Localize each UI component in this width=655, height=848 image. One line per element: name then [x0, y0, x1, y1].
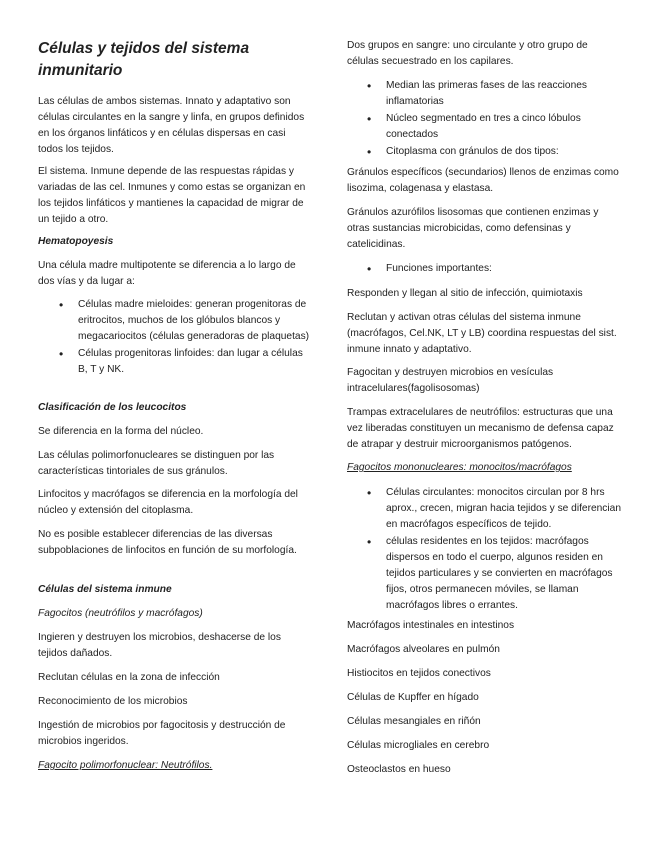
list-item: • Núcleo segmentado en tres a cinco lóbulos conectados: [386, 111, 622, 143]
subpopulations-paragraph: No es posible establecer diferencias de las diversas subpoblaciones de linfocitos en función de su morfología.: [38, 529, 297, 556]
lymphocytes-paragraph: Linfocitos y macrófagos se diferencia en la morfología del núcleo y extensión del citoplasma.: [38, 489, 298, 516]
macrophage-location-item: Células microgliales en cerebro: [347, 740, 490, 751]
list-item: • Citoplasma con gránulos de dos tipos:: [386, 144, 622, 160]
recognition-paragraph: Reconocimiento de los microbios: [38, 696, 188, 707]
neutrophil-features-list: [386, 78, 622, 160]
heading-celulas-inmunes: Células del sistema inmune: [38, 584, 172, 595]
macrophage-location-item: Células mesangiales en riñón: [347, 716, 481, 727]
list-item: • Células madre mieloides: generan progenitoras de eritrocitos, muchos de los glóbulos blancos y megacariocitos (células generadoras de plaquetas): [78, 297, 310, 345]
subheading-fagocitos: Fagocitos (neutrófilos y macrófagos): [38, 608, 203, 619]
nucleus-paragraph: Se diferencia en la forma del núcleo.: [38, 426, 204, 437]
list-item: • Células progenitoras linfoides: dan lugar a células B, T y NK.: [78, 346, 310, 378]
macrophage-location-item: Macrófagos intestinales en intestinos: [347, 620, 515, 631]
macrophage-location-item: Macrófagos alveolares en pulmón: [347, 644, 500, 655]
hematopoyesis-list: [78, 297, 310, 378]
intro-paragraph: Las células de ambos sistemas. Innato y adaptativo son células circulantes en la sangre y linfa, en grupos definidos en los órganos linfáticos y en células dispersas en casi todos los tejidos.: [38, 96, 305, 155]
heading-clasificacion: Clasificación de los leucocitos: [38, 402, 187, 413]
macrophage-types-list: [386, 485, 622, 614]
polymorph-paragraph: Las células polimorfonucleares se distinguen por las características tintoriales de sus gránulos.: [38, 450, 275, 477]
heading-hematopoyesis: Hematopoyesis: [38, 236, 114, 247]
immune-system-paragraph: El sistema. Inmune depende de las respuestas rápidas y variadas de las cel. Inmunes y como estas se organizan en los tejidos linfáticos y mantienes la capacidad de migrar de un tejido a otro.: [38, 166, 306, 225]
list-item: • células residentes en los tejidos: macrófagos dispersos en todo el cuerpo, algunos residen en tejidos particulares y se convierten en macrófagos fijos, otros permanecen móviles, se llaman macrófagos libres o errantes.: [386, 534, 622, 614]
functions-list: [386, 261, 622, 277]
list-item: • Células circulantes: monocitos circulan por 8 hrs aprox., crecen, migran hacia tejidos y se diferencian en macrófagos específicos de tejido.: [386, 485, 622, 533]
specific-granules-paragraph: Gránulos específicos (secundarios) llenos de enzimas como lisozima, colagenasa y elastasa.: [347, 167, 619, 194]
ingest-paragraph: Ingieren y destruyen los microbios, deshacerse de los tejidos dañados.: [38, 632, 281, 659]
macrophage-location-item: Células de Kupffer en hígado: [347, 692, 479, 703]
link-neutrofilos[interactable]: Fagocito polimorfonuclear: Neutrófilos.: [38, 760, 213, 771]
phagolysosome-paragraph: Fagocitan y destruyen microbios en vesículas intracelulares(fagolisosomas): [347, 367, 554, 394]
list-item: • Funciones importantes:: [386, 261, 622, 277]
link-monocitos[interactable]: Fagocitos mononucleares: monocitos/macrófagos: [347, 462, 572, 473]
list-item: • Median las primeras fases de las reacciones inflamatorias: [386, 78, 622, 110]
net-paragraph: Trampas extracelulares de neutrófilos: estructuras que una vez liberadas constituyen un mecanismo de defensa capaz de atrapar y destruir microorganismos patógenos.: [347, 407, 614, 450]
macrophage-location-item: Osteoclastos en hueso: [347, 764, 451, 775]
stem-cell-paragraph: Una célula madre multipotente se diferencia a lo largo de dos vías y da lugar a:: [38, 260, 296, 287]
recruit-paragraph: Reclutan células en la zona de infección: [38, 672, 220, 683]
azurophil-granules-paragraph: Gránulos azurófilos lisosomas que contienen enzimas y otras sustancias microbicidas, como defensinas y catelicidinas.: [347, 207, 599, 250]
chemotaxis-paragraph: Responden y llegan al sitio de infección, quimiotaxis: [347, 288, 583, 299]
page-title: Células y tejidos del sistema inmunitario: [38, 40, 250, 79]
activation-paragraph: Reclutan y activan otras células del sistema inmune (macrófagos, Cel.NK, LT y LB) coordina respuestas del sist. inmune innato y adaptativo.: [347, 312, 617, 355]
phagocytosis-paragraph: Ingestión de microbios por fagocitosis y destrucción de microbios ingeridos.: [38, 720, 286, 747]
macrophage-location-item: Histiocitos en tejidos conectivos: [347, 668, 491, 679]
blood-groups-paragraph: Dos grupos en sangre: uno circulante y otro grupo de células secuestrado en los capilares.: [347, 40, 588, 67]
